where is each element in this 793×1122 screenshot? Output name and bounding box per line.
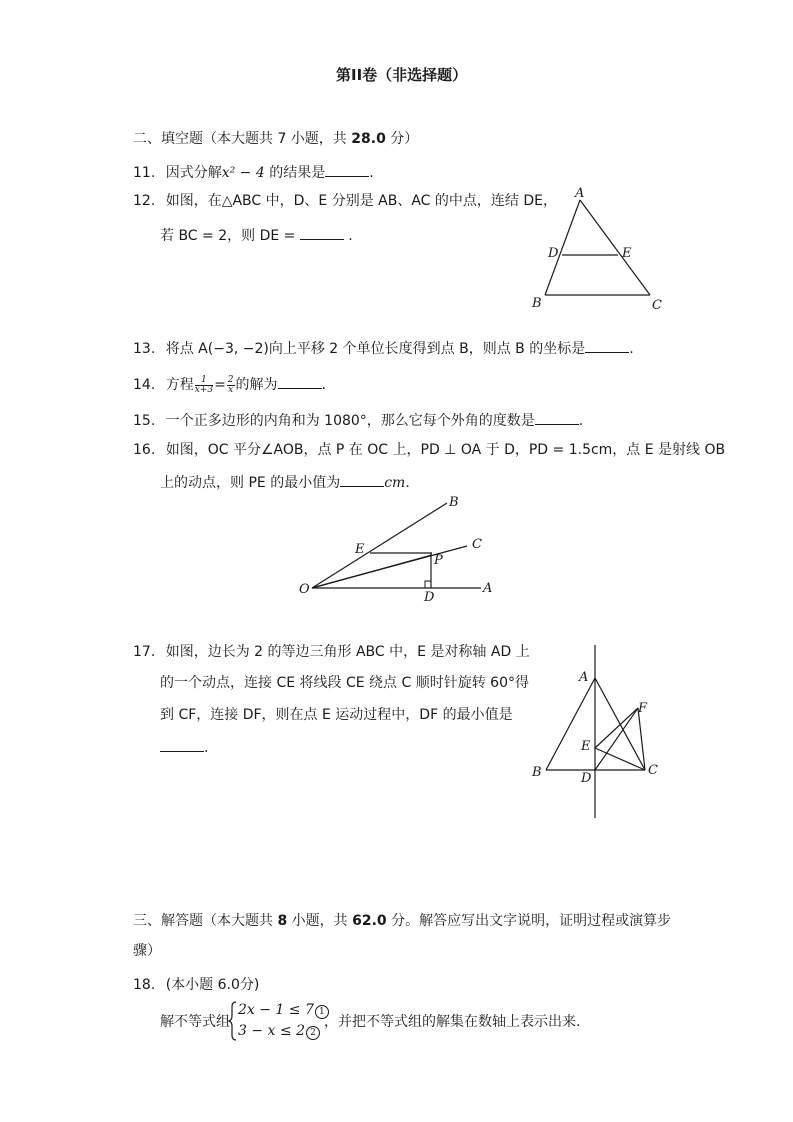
q18-inequality-1	[238, 1001, 329, 1019]
q18-points: (本小题 6.0分)	[165, 977, 260, 993]
label-b: B	[449, 495, 459, 510]
fraction-denominator: x+3	[194, 384, 214, 395]
label-d: D	[424, 590, 435, 605]
question-15	[133, 410, 583, 430]
question-12-line2	[160, 225, 353, 245]
q18-number: 18.	[133, 977, 156, 993]
q18-text-b: ，并把不等式组的解集在数轴上表示出来.	[324, 1014, 581, 1030]
q15-text: 一个正多边形的内角和为 1080°，那么它每个外角的度数是	[165, 413, 535, 429]
q14-end: .	[321, 377, 326, 393]
q17-end: .	[204, 740, 209, 756]
label-c: C	[648, 763, 658, 778]
question-14	[133, 374, 326, 395]
ray-ob	[312, 503, 447, 588]
part3-header	[133, 912, 671, 930]
fraction-denominator: x	[228, 384, 234, 395]
question-13	[133, 338, 634, 358]
answer-blank	[325, 162, 369, 177]
label-e: E	[581, 739, 591, 754]
segment-ab	[546, 678, 595, 770]
label-d: D	[548, 246, 559, 261]
label-c: C	[652, 298, 662, 313]
part2-score: 28.0	[351, 131, 386, 147]
q16-end: .	[405, 475, 410, 491]
answer-blank	[160, 737, 204, 752]
label-b: B	[532, 765, 542, 780]
part3-mid: 小题，共	[287, 913, 353, 929]
inequality-text: 2x − 1 ≤ 7	[238, 1002, 314, 1018]
q11-expression: x² − 4	[221, 165, 265, 181]
q17-triangle-figure	[525, 640, 665, 825]
answer-blank	[278, 374, 322, 389]
question-11	[133, 162, 374, 182]
inequality-text: 3 − x ≤ 2	[238, 1023, 305, 1039]
section-title: 第II卷（非选择题）	[336, 66, 468, 84]
q15-number: 15.	[133, 413, 156, 429]
q16-number: 16.	[133, 442, 156, 458]
q18-text-a: 解不等式组	[160, 1014, 230, 1030]
q13-end: .	[629, 341, 634, 357]
q14-text-b: 的解为	[235, 377, 278, 393]
q13-text: 将点 A(−3, −2)向上平移 2 个单位长度得到点 B，则点 B 的坐标是	[165, 341, 586, 357]
label-e: E	[355, 542, 365, 557]
q12-number: 12.	[133, 193, 156, 209]
label-e: E	[622, 246, 632, 261]
label-c: C	[472, 537, 482, 552]
q17-number: 17.	[133, 644, 156, 660]
q14-number: 14.	[133, 377, 156, 393]
q12-line2: 若 BC = 2，则 DE =	[160, 228, 300, 244]
question-17-line1	[133, 643, 530, 661]
q12-end: .	[343, 228, 353, 244]
q12-line1: 如图，在△ABC 中，D、E 分别是 AB、AC 的中点，连结 DE，	[165, 193, 557, 209]
question-17-line4	[160, 737, 208, 757]
part3-header-line2: 骤）	[133, 943, 161, 959]
label-a: A	[575, 186, 585, 201]
segment-cf	[638, 708, 645, 770]
q16-unit: cm	[384, 475, 406, 491]
label-f: F	[638, 701, 648, 716]
q11-number: 11.	[133, 165, 156, 181]
part2-header	[133, 130, 418, 148]
q14-text-a: 方程	[165, 377, 194, 393]
q11-end: .	[369, 165, 374, 181]
question-16-line2	[160, 472, 410, 492]
q17-line3: 到 CF，连接 DF，则在点 E 运动过程中，DF 的最小值是	[160, 707, 513, 723]
label-b: B	[532, 296, 542, 311]
q17-line2: 的一个动点，连接 CE 将线段 CE 绕点 C 顺时针旋转 60°得	[160, 675, 529, 691]
q17-line1: 如图，边长为 2 的等边三角形 ABC 中，E 是对称轴 AD 上	[165, 644, 530, 660]
question-16-line1	[133, 441, 725, 459]
q16-angle-figure	[295, 490, 505, 605]
part3-count: 8	[277, 913, 288, 929]
answer-blank	[340, 472, 384, 487]
label-o: O	[299, 582, 310, 597]
answer-blank	[585, 338, 629, 353]
segment-ac	[580, 200, 650, 295]
q14-fraction-1	[195, 376, 213, 395]
q13-number: 13.	[133, 341, 156, 357]
question-18	[133, 976, 259, 994]
segment-op	[312, 555, 432, 588]
q15-end: .	[578, 413, 584, 429]
part3-suffix: 分。解答应写出文字说明，证明过程或演算步	[386, 913, 672, 929]
part3-score: 62.0	[352, 913, 387, 929]
segment-ef	[595, 708, 638, 748]
q11-text-b: 的结果是	[269, 165, 326, 181]
system-brace	[229, 1001, 237, 1041]
q16-line2: 上的动点，则 PE 的最小值为	[160, 475, 341, 491]
label-p: P	[434, 553, 443, 568]
q18-inequality-2	[238, 1022, 320, 1040]
q16-line1: 如图，OC 平分∠AOB，点 P 在 OC 上，PD ⊥ OA 于 D，PD = 1.5cm，点 E 是射线 OB	[165, 442, 726, 458]
part2-suffix: 分）	[385, 131, 419, 147]
label-a: A	[579, 670, 589, 685]
answer-blank	[300, 225, 344, 240]
answer-blank	[535, 410, 579, 425]
q14-fraction-2	[227, 376, 235, 395]
circled-mark: 1	[315, 1005, 329, 1019]
question-12-line1	[133, 192, 557, 210]
right-angle-mark	[425, 581, 431, 588]
q14-equals: =	[214, 377, 226, 393]
fraction-numerator: 2	[227, 374, 234, 385]
part2-prefix: 二、填空题（本大题共 7 小题，共	[133, 131, 352, 147]
q11-text-a: 因式分解	[165, 165, 222, 181]
label-a: A	[483, 581, 493, 596]
part3-prefix: 三、解答题（本大题共	[133, 913, 278, 929]
circled-mark: 2	[306, 1026, 320, 1040]
label-d: D	[581, 771, 592, 786]
q12-triangle-figure	[520, 185, 670, 315]
fraction-numerator: 1	[195, 376, 213, 386]
